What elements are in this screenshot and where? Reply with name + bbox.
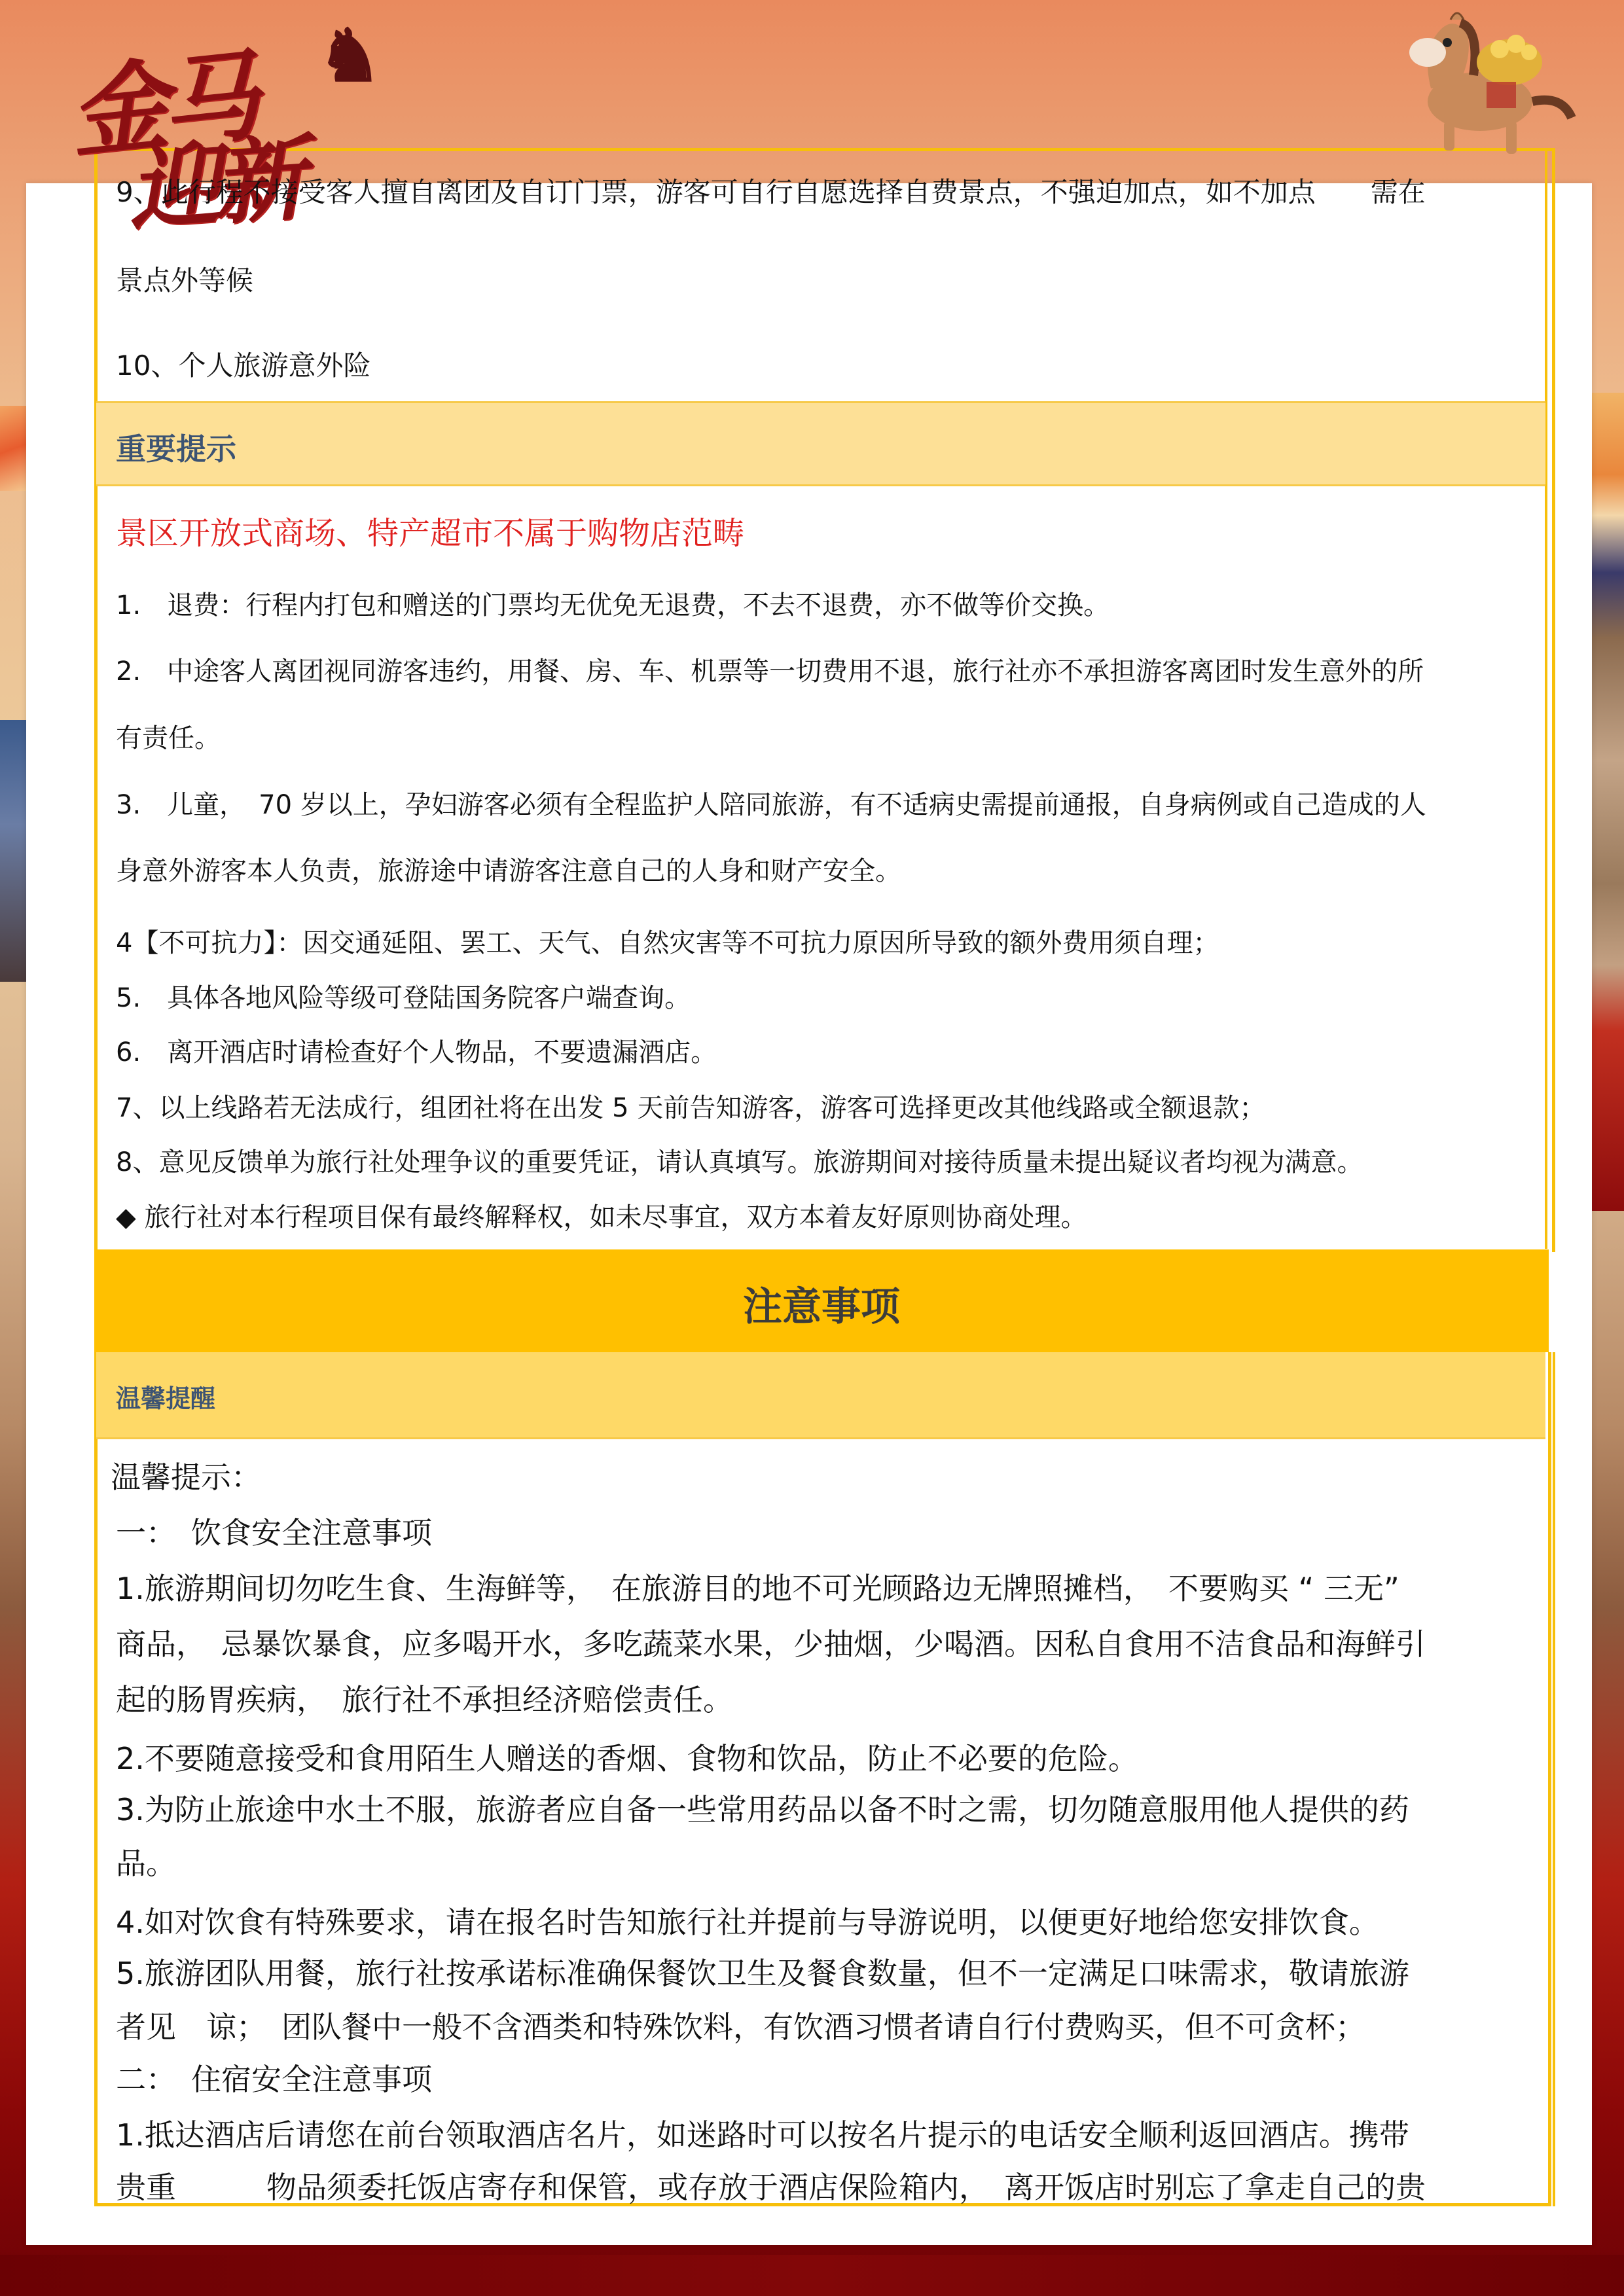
list-item: 身意外游客本人负责，旅游途中请游客注意自己的人身和财产安全。 [116, 856, 901, 886]
horse-mascot-icon [1382, 3, 1578, 160]
list-item: 8、意见反馈单为旅行社处理争议的重要凭证，请认真填写。旅游期间对接待质量未提出疑议者均视为满意。 [116, 1147, 1363, 1177]
list-item: 1.旅游期间切勿吃生食、生海鲜等， 在旅游目的地不可光顾路边无牌照摊档， 不要购买 “ 三无” [116, 1571, 1399, 1606]
list-item: 贵重 物品须委托饭店寄存和保管，或存放于酒店保险箱内， 离开饭店时别忘了拿走自己的贵 [116, 2170, 1426, 2205]
list-item: 4.如对饮食有特殊要求，请在报名时告知旅行社并提前与导游说明，以便更好地给您安排饮食。 [116, 1905, 1379, 1940]
list-item: 一： 饮食安全注意事项 [116, 1515, 432, 1551]
list-item: 者见 谅； 团队餐中一般不含酒类和特殊饮料，有饮酒习惯者请自行付费购买，但不可贪杯； [116, 2009, 1365, 2045]
list-item: 品。 [116, 1846, 176, 1881]
frame-border-right-outer-lower [1553, 1352, 1555, 2206]
list-item: 温馨提示： [111, 1460, 261, 1495]
list-item: 有责任。 [116, 723, 221, 753]
horse-silhouette-icon: ♞ [317, 13, 382, 98]
list-item: 二： 住宿安全注意事项 [116, 2062, 432, 2097]
list-item: 景点外等候 [116, 264, 254, 296]
list-item: 商品， 忌暴饮暴食，应多喝开水，多吃蔬菜水果，少抽烟，少喝酒。因私自食用不洁食品和海鲜引 [116, 1626, 1426, 1662]
list-item: 3. 儿童， 70 岁以上，孕妇游客必须有全程监护人陪同旅游，有不适病史需提前通报，自身病例或自己造成的人 [116, 790, 1426, 820]
list-item: ◆ 旅行社对本行程项目保有最终解释权，如未尽事宜，双方本着友好原则协商处理。 [116, 1202, 1087, 1232]
section-title: 温馨提醒 [116, 1384, 216, 1413]
list-item: 4【不可抗力】：因交通延阻、罢工、天气、自然灾害等不可抗力原因所导致的额外费用须自理； [116, 928, 1219, 958]
list-item: 6. 离开酒店时请检查好个人物品，不要遗漏酒店。 [116, 1037, 717, 1067]
background-decoration-right [1591, 393, 1624, 1211]
list-item: 5.旅游团队用餐，旅行社按承诺标准确保餐饮卫生及餐食数量，但不一定满足口味需求，敬请旅游 [116, 1956, 1409, 1991]
list-item: 10、个人旅游意外险 [116, 350, 371, 382]
calligraphy-line-1: 金马 [63, 38, 259, 173]
background-decoration-left [0, 406, 29, 491]
list-item: 1. 退费：行程内打包和赠送的门票均无优免无退费，不去不退费，亦不做等价交换。 [116, 590, 1110, 620]
footer-band [0, 2255, 1624, 2296]
list-item: 2. 中途客人离团视同游客违约，用餐、房、车、机票等一切费用不退，旅行社亦不承担游客离团时发生意外的所 [116, 656, 1424, 687]
list-item: 起的肠胃疾病， 旅行社不承担经济赔偿责任。 [116, 1682, 733, 1717]
list-item: 5. 具体各地风险等级可登陆国务院客户端查询。 [116, 983, 691, 1013]
important-notice-header [96, 401, 1545, 486]
list-item: 9、此行程不接受客人擅自离团及自订门票，游客可自行自愿选择自费景点，不强迫加点，如不加点 需在 [116, 176, 1426, 208]
list-item: 3.为防止旅途中水土不服，旅游者应自备一些常用药品以备不时之需，切勿随意服用他人提供的药 [116, 1792, 1409, 1827]
calligraphy-line-2: 迎新 [124, 125, 302, 244]
shopping-highlight-text: 景区开放式商场、特产超市不属于购物店范畴 [116, 515, 745, 552]
section-title: 重要提示 [116, 431, 236, 467]
list-item: 7、以上线路若无法成行，组团社将在出发 5 天前告知游客，游客可选择更改其他线路或全额退款； [116, 1093, 1266, 1123]
frame-border-right-outer [1545, 148, 1547, 1249]
notice-section-banner [94, 1249, 1549, 1352]
list-item: 1.抵达酒店后请您在前台领取酒店名片，如迷路时可以按名片提示的电话安全顺利返回酒店。携带 [116, 2117, 1409, 2153]
section-title: 注意事项 [743, 1284, 900, 1330]
list-item: 2.不要随意接受和食用陌生人赠送的香烟、食物和饮品，防止不必要的危险。 [116, 1741, 1138, 1776]
warm-reminder-header [96, 1352, 1545, 1439]
